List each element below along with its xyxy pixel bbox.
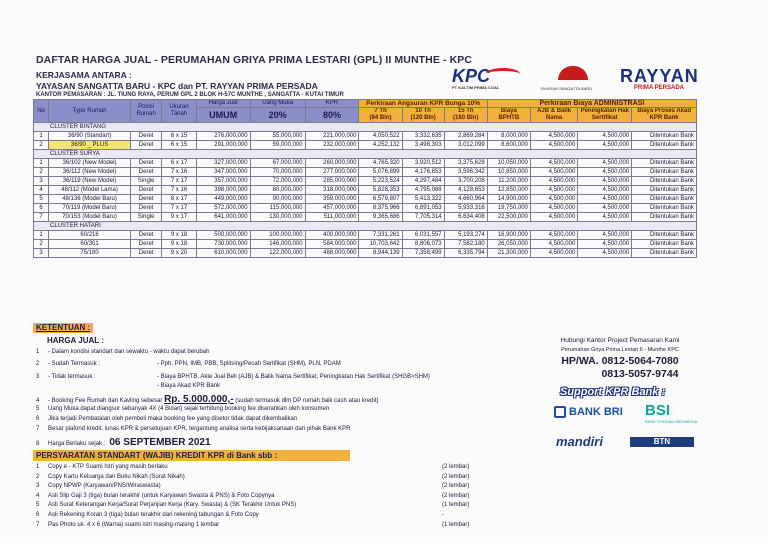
header-no: No [34,100,49,123]
table-row [34,195,697,204]
row-angsuran-10th: 8,806,073 [402,240,444,249]
row-uang-muka: 146,000,000 [250,240,305,249]
row-harga: 572,000,000 [196,204,250,213]
table-row [34,159,697,168]
row-ajb: 4,500,000 [530,240,577,249]
row-hak: 4,500,000 [578,231,632,240]
cluster-name: CLUSTER BINTANG [34,123,697,132]
row-ajb: 4,500,000 [530,195,577,204]
row-kpr: 221,000,000 [305,132,359,141]
row-angsuran-10th: 6,891,053 [402,204,444,213]
price-table [33,99,697,258]
requirement-qty: (2 lembar) [442,464,470,470]
row-angsuran-10th: 5,413,322 [402,195,444,204]
requirement-qty: - [442,512,444,518]
row-harga: 449,000,000 [196,195,250,204]
row-ukuran: 9 x 20 [162,249,196,258]
row-uang-muka: 55,000,000 [250,132,305,141]
row-ajb: 4,500,000 [530,231,577,240]
note-2-value: - Pph, PPN, IMB, PBB, Splitsing/Pecah Sertifikat (SHM), PLN, PDAM [157,361,341,367]
row-angsuran-7th: 8,375,966 [359,204,402,213]
note-1: 1 - Dalam kondisi standart dan sewaktu - waktu dapat berubah [36,349,210,355]
row-type: 36/112 (New Model) [49,168,131,177]
row-angsuran-7th: 5,223,524 [359,177,402,186]
row-harga: 610,000,000 [196,249,250,258]
row-hak: 4,500,000 [578,240,632,249]
row-bphtb: 11,200,000 [487,177,530,186]
requirement-qty: (1 lembar) [442,521,470,528]
header-10th: 10 Th (120 Bln) [402,108,444,123]
note-7: 7 Besar plafond kredit, lunas KPR & persetujuan KPR, tergantung analisa serta kebijaksanaan dari pihak Bank KPR [36,426,351,432]
row-hak: 4,500,000 [578,141,632,150]
row-harga: 327,000,000 [196,159,250,168]
row-angsuran-15th: 4,128,653 [444,186,487,195]
row-posisi: Deret [131,159,162,168]
row-no: 1 [34,231,49,240]
header-peningkatan: Peningkatan Hak Sertifikat [578,108,632,123]
row-type: 36/90 (Standart) [49,132,131,141]
requirement-item: 6 Asli Rekening Koran 3 (tiga) bulan terakhir dari rekening tabungan & Foto Copy [36,512,259,518]
row-ajb: 4,500,000 [530,159,577,168]
persyaratan-heading: PERSYARATAN STANDART (WAJIB) KREDIT KPR di Bank sbb : [33,450,350,461]
yayasan-dome-icon [558,66,588,80]
row-akad: Ditentukan Bank [632,168,697,177]
row-angsuran-7th: 9,365,686 [359,213,402,222]
row-ajb: 4,500,000 [530,177,577,186]
row-kpr: 232,000,000 [305,141,359,150]
row-kpr: 457,000,000 [305,204,359,213]
row-harga: 730,000,000 [196,240,250,249]
header-kpr: KPR [305,100,359,108]
ketentuan-heading: KETENTUAN : [33,323,93,333]
requirement-item: 4 Asli Slip Gaji 3 (tiga) bulan terakhir (untuk Karyawan Swasta & PNS) & Foto Copynya [36,492,275,499]
row-no: 4 [34,186,49,195]
row-kpr: 277,000,000 [305,168,359,177]
row-type: 75/180 [49,249,131,258]
row-bphtb: 26,050,000 [487,240,530,249]
row-kpr: 260,000,000 [305,159,359,168]
header-bphtb: Biaya BPHTB [487,108,530,123]
header-umum: UMUM [196,108,250,123]
bri-box-icon [554,406,566,418]
row-type: 36/102 (New Model) [49,159,131,168]
row-angsuran-15th: 2,869,284 [444,132,487,141]
row-angsuran-15th: 3,596,342 [444,168,487,177]
row-akad: Ditentukan Bank [632,240,697,249]
row-angsuran-7th: 4,050,522 [359,132,402,141]
row-angsuran-15th: 3,700,208 [444,177,487,186]
header-harga-jual: Harga Jual [196,100,250,108]
row-ukuran: 8 x 17 [162,195,196,204]
row-angsuran-15th: 3,375,628 [444,159,487,168]
row-angsuran-10th: 4,297,484 [402,177,444,186]
row-type: 36/90 _ PLUS [49,141,131,150]
row-ukuran: 6 x 17 [162,159,196,168]
row-no: 6 [34,204,49,213]
row-ajb: 4,500,000 [530,213,577,222]
row-angsuran-15th: 4,660,964 [444,195,487,204]
row-bphtb: 8,000,000 [487,132,530,141]
row-bphtb: 10,850,000 [487,168,530,177]
contact-line-1: Hubungi Kantor Project Pemasaran Kami [560,337,680,344]
row-type: 48/112 (Model Lama) [49,186,131,195]
row-ukuran: 9 x 18 [162,231,196,240]
row-type: 48/136 (Model Baru) [49,195,131,204]
row-ukuran: 7 x 16 [162,168,196,177]
header-7th: 7 Th (84 Bln) [359,108,402,123]
requirement-qty: (2 lembar) [442,492,470,499]
note-4: 4 - Booking Fee Rumah dan Kavling sebesar Rp. 5.000.000,- (sudah termasuk dlm DP rumah baik cash atau kredit) [36,394,379,405]
row-ajb: 4,500,000 [530,204,577,213]
header-uang-muka: Uang Muka [250,100,305,108]
header-ukuran: Ukuran Tanah [162,100,196,123]
row-harga: 291,000,000 [196,141,250,150]
row-angsuran-15th: 5,933,316 [444,204,487,213]
row-angsuran-10th: 3,332,635 [402,132,444,141]
note-3-value: - Biaya BPHTB, Akte Jual Beli (AJB) & Balik Nama Sertifikat, Peningkatan Hak Sertifikat (SHGB>SHM) [157,374,430,380]
row-akad: Ditentukan Bank [632,186,697,195]
row-angsuran-7th: 7,331,261 [359,231,402,240]
row-harga: 500,000,000 [196,231,250,240]
row-bphtb: 19,750,000 [487,204,530,213]
row-ukuran: 7 x 17 [162,177,196,186]
row-hak: 4,500,000 [578,195,632,204]
row-akad: Ditentukan Bank [632,213,697,222]
row-hak: 4,500,000 [578,168,632,177]
header-posisi: Posisi Rumah [131,100,162,123]
cluster-row [34,123,697,132]
table-body [34,123,697,258]
row-harga: 398,000,000 [196,186,250,195]
requirement-item: 2 Copy Kartu Keluarga dan Buku Nikah (Surat Nikah) [36,473,185,480]
row-angsuran-10th: 7,358,499 [402,249,444,258]
row-uang-muka: 130,000,000 [250,213,305,222]
header-admin: Perkiraan Biaya ADMINISTRASI [487,100,696,108]
row-ajb: 4,500,000 [530,168,577,177]
row-angsuran-15th: 7,582,180 [444,240,487,249]
document-title: DAFTAR HARGA JUAL - PERUMAHAN GRIYA PRIMA LESTARI (GPL) II MUNTHE - KPC [36,54,473,66]
kpc-logo: KPC PT KALTIM PRIMA COAL [452,66,522,96]
cluster-row [34,150,697,159]
header-type: Type Rumah [49,100,131,123]
table-row [34,249,697,258]
kpc-swoosh-icon [486,68,520,80]
support-kpr-heading: Support KPR Bank : [560,386,666,398]
row-angsuran-15th: 6,335,794 [444,249,487,258]
row-no: 2 [34,168,49,177]
requirement-item: 3 Copy NPWP (Karyawan/PNS/Wiraswasta) [36,483,161,490]
row-hak: 4,500,000 [578,249,632,258]
office-address: KANTOR PEMASARAN : JL. TIUNG RAYA, PERUM GPL 2 BLOK H-57C MUNTHE , SANGATTA - KUTAI TIMUR [36,92,344,98]
row-harga: 357,000,000 [196,177,250,186]
row-posisi: Single [131,177,162,186]
row-kpr: 584,000,000 [305,240,359,249]
contact-phone-2: 0813-5057-9744 [601,368,679,380]
row-kpr: 400,000,000 [305,231,359,240]
row-posisi: Single [131,213,162,222]
bsi-logo: BSI BANK SYARIAH INDONESIA [645,402,698,424]
contact-line-2: Perumahan Griya Prima Lestari II - Munthe KPC [561,347,679,353]
row-type: 70/119 (Model Baru) [49,204,131,213]
row-angsuran-10th: 4,176,853 [402,168,444,177]
table-row [34,186,697,195]
bri-logo: BANK BRI [554,406,623,418]
requirement-qty: (2 lembar) [442,473,470,480]
row-bphtb: 21,300,000 [487,249,530,258]
row-uang-muka: 80,000,000 [250,186,305,195]
row-ajb: 4,500,000 [530,186,577,195]
row-akad: Ditentukan Bank [632,132,697,141]
row-type: 60/301 [49,240,131,249]
row-no: 7 [34,213,49,222]
row-ukuran: 7 x 17 [162,204,196,213]
effective-date: 06 SEPTEMBER 2021 [109,437,211,448]
row-harga: 276,000,000 [196,132,250,141]
row-bphtb: 12,850,000 [487,186,530,195]
row-akad: Ditentukan Bank [632,249,697,258]
row-hak: 4,500,000 [578,186,632,195]
row-uang-muka: 90,000,000 [250,195,305,204]
row-bphtb: 22,500,000 [487,213,530,222]
row-posisi: Deret [131,231,162,240]
note-3: 3 - Tidak termasuk : [36,374,96,380]
row-no: 5 [34,195,49,204]
harga-jual-label: HARGA JUAL : [47,336,104,345]
requirement-item: 5 Asli Surat Keterangan Kerja/Surat Perjanjian Kerja (Kary. Swasta) & (SK Terakhir Untuk PNS) [36,502,297,509]
row-posisi: Deret [131,132,162,141]
header-15th: 15 Th (180 Bln) [444,108,487,123]
row-posisi: Deret [131,195,162,204]
row-type: 36/119 (New Model) [49,177,131,186]
cluster-name: CLUSTER SURYA [34,150,697,159]
row-no: 3 [34,177,49,186]
row-angsuran-7th: 5,828,353 [359,186,402,195]
row-no: 1 [34,159,49,168]
kerjasama-label: KERJASAMA ANTARA : [36,70,132,80]
note-2: 2 - Sudah Termasuk : [36,361,100,367]
row-angsuran-10th: 7,705,314 [402,213,444,222]
row-akad: Ditentukan Bank [632,231,697,240]
row-kpr: 511,000,000 [305,213,359,222]
table-header-row-1 [34,100,697,108]
requirement-item: 1 Copy e - KTP Suami Istri yang masih berlaku [36,464,168,470]
row-no: 2 [34,141,49,150]
table-row [34,204,697,213]
row-ukuran: 9 x 18 [162,240,196,249]
row-akad: Ditentukan Bank [632,204,697,213]
row-no: 3 [34,249,49,258]
table-row [34,177,697,186]
row-no: 2 [34,240,49,249]
note-8: 8 Harga Berlaku sejak : 06 SEPTEMBER 2021 [36,437,211,448]
row-angsuran-7th: 8,944,139 [359,249,402,258]
row-angsuran-10th: 6,031,557 [402,231,444,240]
partners-text: YAYASAN SANGATTA BARU - KPC dan PT. RAYYAN PRIMA PERSADA [36,81,318,91]
requirement-qty: (2 lembar) [442,483,470,490]
row-kpr: 318,000,000 [305,186,359,195]
requirement-qty: (1 lembar) [442,502,470,509]
row-harga: 641,000,000 [196,213,250,222]
row-posisi: Deret [131,186,162,195]
yayasan-logo: YAYASAN SANGATTA BARU [540,66,610,96]
row-ukuran: 9 x 17 [162,213,196,222]
row-ukuran: 6 x 15 [162,141,196,150]
row-uang-muka: 72,000,000 [250,177,305,186]
row-type: 70/153 (Model Baru) [49,213,131,222]
row-angsuran-7th: 4,765,320 [359,159,402,168]
contact-phone-1: HP/WA. 0812-5064-7080 [561,355,679,367]
table-row [34,141,697,150]
row-akad: Ditentukan Bank [632,141,697,150]
row-ukuran: 6 x 15 [162,132,196,141]
row-ajb: 4,500,000 [530,249,577,258]
note-3-value-2: - Biaya Akad KPR Bank [157,383,221,389]
table-row [34,132,697,141]
row-angsuran-10th: 3,498,303 [402,141,444,150]
rayyan-logo: RAYYAN PRIMA PERSADA [620,66,699,91]
row-bphtb: 8,600,000 [487,141,530,150]
mandiri-logo: mandiri [556,434,603,449]
cluster-row [34,222,697,231]
row-akad: Ditentukan Bank [632,177,697,186]
row-hak: 4,500,000 [578,132,632,141]
table-row [34,231,697,240]
row-bphtb: 16,900,000 [487,231,530,240]
row-posisi: Deret [131,168,162,177]
row-angsuran-7th: 10,703,642 [359,240,402,249]
table-row [34,213,697,222]
row-hak: 4,500,000 [578,159,632,168]
requirement-item: 7 Pas Photo uk. 4 x 6 (Warna) suami istri masing-masing 1 lembar [36,521,220,528]
header-um-pct: 20% [250,108,305,123]
row-angsuran-7th: 5,076,899 [359,168,402,177]
header-angsuran: Perkiraan Angsuran KPR Bunga 10% [359,100,487,108]
row-angsuran-10th: 4,795,088 [402,186,444,195]
btn-logo: BTN [630,437,694,447]
row-posisi: Deret [131,249,162,258]
table-row [34,240,697,249]
row-angsuran-15th: 3,012,099 [444,141,487,150]
row-harga: 347,000,000 [196,168,250,177]
row-angsuran-7th: 4,252,132 [359,141,402,150]
row-ukuran: 7 x 16 [162,186,196,195]
row-no: 1 [34,132,49,141]
row-bphtb: 10,050,000 [487,159,530,168]
row-kpr: 488,000,000 [305,249,359,258]
row-uang-muka: 59,000,000 [250,141,305,150]
header-kpr-pct: 80% [305,108,359,123]
row-posisi: Deret [131,204,162,213]
row-ajb: 4,500,000 [530,132,577,141]
row-uang-muka: 67,000,000 [250,159,305,168]
row-angsuran-10th: 3,920,512 [402,159,444,168]
row-uang-muka: 100,000,000 [250,231,305,240]
row-hak: 4,500,000 [578,213,632,222]
row-uang-muka: 115,000,000 [250,204,305,213]
note-6: 6 Jika terjadi Pembatalan oleh pembeli maka booking fee yang disetor tidak dapat dikembalikan [36,416,298,422]
row-kpr: 285,000,000 [305,177,359,186]
row-uang-muka: 122,000,000 [250,249,305,258]
row-hak: 4,500,000 [578,177,632,186]
row-akad: Ditentukan Bank [632,159,697,168]
row-hak: 4,500,000 [578,204,632,213]
row-type: 60/216 [49,231,131,240]
row-posisi: Deret [131,141,162,150]
row-angsuran-7th: 6,579,807 [359,195,402,204]
cluster-name: CLUSTER HATARI [34,222,697,231]
row-akad: Ditentukan Bank [632,195,697,204]
row-posisi: Deret [131,240,162,249]
note-5: 5 Uang Muka dapat diangsur sebanyak 4X (4 Bulan) sejak terhitung booking fee diserahkan oleh konsumen [36,406,330,412]
row-bphtb: 14,900,000 [487,195,530,204]
row-ajb: 4,500,000 [530,141,577,150]
header-ajb: AJB & Balik Nama [530,108,577,123]
header-proses: Biaya Proses Akad KPR Bank [632,108,697,123]
row-uang-muka: 70,000,000 [250,168,305,177]
table-row [34,168,697,177]
row-angsuran-15th: 6,634,408 [444,213,487,222]
row-kpr: 359,000,000 [305,195,359,204]
row-angsuran-15th: 5,193,274 [444,231,487,240]
